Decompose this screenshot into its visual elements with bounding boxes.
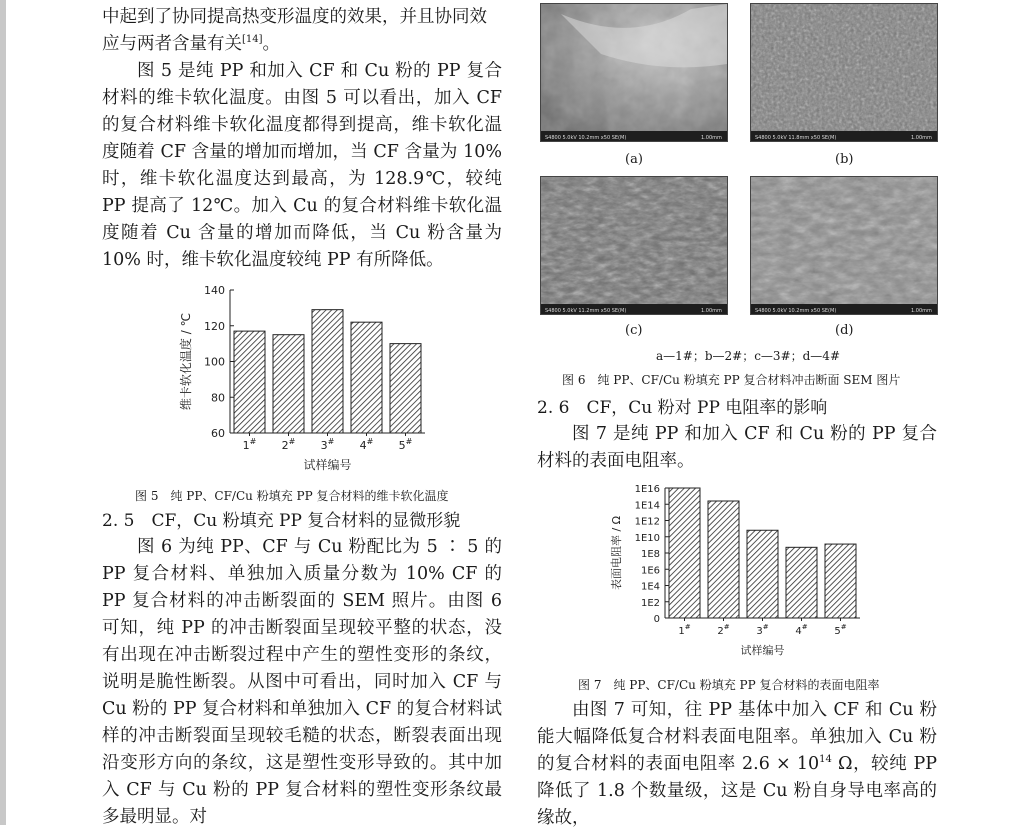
- x-tick-sup: #: [288, 437, 296, 446]
- sem-image-a: [540, 3, 728, 142]
- x-axis-label: 试样编号: [740, 644, 785, 657]
- y-tick-label: 1E8: [640, 549, 660, 560]
- x-axis-label: 试样编号: [303, 458, 352, 472]
- sem-scale-a: 1.00mm: [701, 135, 722, 141]
- bar: [273, 335, 304, 433]
- bar: [351, 322, 382, 433]
- page-left-edge: [0, 0, 6, 825]
- sem-texture-a: [541, 4, 727, 141]
- paragraph-3: 图 6 为纯 PP、CF 与 Cu 粉配比为 5 ∶ 5 的 PP 复合材料、单独加入质量分数为 10% CF 的 PP 复合材料的冲击断裂面的 SEM 照片。由图 6 可知，纯 PP 的冲击断裂面呈现较平整的状态，没有出现在冲击断裂过程中产生的塑性变形的条纹，说明是脆性断裂。从图中可看出，同时加入 CF 与 Cu 粉的 PP 复合材料和单独加入 CF 的复合材料试样的冲击断裂面呈现较毛糙的状态，断裂表面出现沿变形方向的条纹，这是塑性变形导致的。其中加入 CF 与 Cu 粉的 PP 复合材料的塑性变形条纹最多最明显。对: [102, 537, 502, 827]
- panel-label-b: (b): [835, 152, 854, 167]
- sem-texture-d: [751, 177, 937, 314]
- x-tick-sup: #: [405, 437, 413, 446]
- section-2-5-heading: 2. 5 CF，Cu 粉填充 PP 复合材料的显微形貌: [102, 511, 461, 531]
- x-tick-sup: #: [840, 623, 847, 631]
- paragraph-4: 图 7 是纯 PP 和加入 CF 和 Cu 粉的 PP 复合材料的表面电阻率。: [537, 424, 937, 471]
- x-tick-label: 2#: [281, 437, 296, 452]
- y-tick-label: 100: [204, 355, 225, 369]
- paragraph-5-part-a: 由图 7 可知，往 PP 基体中加入 CF 和 Cu 粉能大幅降低复合材料表面电阻率。单独加入 Cu 粉的复合材料的表面电阻率 2.6 × 10: [537, 700, 937, 774]
- x-tick-sup: #: [684, 623, 691, 631]
- y-tick-label: 120: [204, 319, 225, 333]
- y-tick-label: 60: [211, 427, 225, 440]
- x-tick-sup: #: [249, 437, 257, 446]
- sem-image-b: [750, 3, 938, 142]
- panel-label-d: (d): [835, 323, 854, 338]
- x-tick-sup: #: [366, 437, 374, 446]
- y-tick-label: 1E4: [640, 581, 660, 593]
- section-2-6-heading: 2. 6 CF，Cu 粉对 PP 电阻率的影响: [537, 398, 828, 418]
- figure-7-caption: 图 7 纯 PP、CF/Cu 粉填充 PP 复合材料的表面电阻率: [578, 678, 880, 692]
- y-tick-label: 1E2: [640, 597, 660, 609]
- paragraph-5-part-b: Ω，较纯 PP 降低了 1.8 个数量级，这是 Cu 粉自身导电率高的缘故，: [537, 754, 938, 828]
- sem-info-c: S4800 5.0kV 11.2mm x50 SE(M): [545, 308, 627, 314]
- y-axis-label: 表面电阻率 / Ω: [610, 515, 623, 591]
- paragraph-5-exponent: 14: [819, 754, 832, 766]
- paragraph-1-line-1: 中起到了协同提高热变形温度的效果，并且协同效: [102, 7, 487, 27]
- bar: [234, 331, 265, 433]
- y-axis-label: 维卡软化温度 / ℃: [179, 312, 193, 411]
- figure-6-legend: a—1#；b—2#；c—3#；d—4#: [656, 349, 840, 363]
- sem-scale-b: 1.00mm: [911, 135, 932, 141]
- paragraph-2: 图 5 是纯 PP 和加入 CF 和 Cu 粉的 PP 复合材料的维卡软化温度。由图 5 可以看出，加入 CF 的复合材料维卡软化温度都得到提高，维卡软化温度随着 CF 含量的增加而增加，当 CF 含量为 10% 时，维卡软化温度达到最高，为 128.9℃，较纯 PP 提高了 12℃。加入 Cu 的复合材料维卡软化温度随着 Cu 含量的增加而降低，当 Cu 粉含量为 10% 时，维卡软化温度较纯 PP 有所降低。: [102, 61, 502, 270]
- figure-5-chart: [178, 282, 438, 482]
- x-tick-sup: #: [723, 623, 730, 631]
- bar: [708, 501, 739, 618]
- y-tick-label: 140: [204, 284, 225, 297]
- y-tick-label: 0: [653, 614, 660, 625]
- bar: [390, 344, 421, 433]
- paragraph-1: [102, 4, 502, 58]
- x-tick-label: 5#: [398, 437, 413, 452]
- bar: [669, 488, 700, 618]
- y-tick-label: 1E16: [634, 484, 660, 495]
- left-column-lower: [102, 508, 502, 831]
- bar: [747, 530, 778, 618]
- x-tick-label: 1#: [242, 437, 257, 452]
- paragraph-1-line-2: 应与两者含量有关: [102, 34, 242, 54]
- right-column-text: [537, 395, 937, 475]
- sem-scale-d: 1.00mm: [911, 308, 932, 314]
- x-tick-label: 4#: [359, 437, 374, 452]
- panel-label-c: (c): [625, 323, 643, 338]
- x-tick-label: 1#: [678, 623, 691, 637]
- y-tick-label: 80: [211, 391, 225, 405]
- paragraph-5: [537, 697, 937, 832]
- x-tick-sup: #: [327, 437, 335, 446]
- x-tick-label: 3#: [320, 437, 335, 452]
- x-tick-label: 4#: [795, 623, 808, 637]
- bar: [825, 544, 856, 618]
- x-tick-label: 5#: [834, 623, 847, 637]
- y-tick-label: 1E10: [634, 532, 660, 544]
- bar: [786, 547, 817, 618]
- paragraph-1-end: 。: [262, 34, 281, 54]
- x-tick-sup: #: [801, 623, 808, 631]
- right-column-lower: [537, 697, 937, 832]
- bar: [312, 310, 343, 433]
- figure-5-caption: 图 5 纯 PP、CF/Cu 粉填充 PP 复合材料的维卡软化温度: [135, 489, 449, 503]
- sem-info-d: S4800 5.0kV 10.2mm x50 SE(M): [755, 308, 837, 314]
- figure-7-chart: [610, 477, 880, 672]
- figure-6-caption: 图 6 纯 PP、CF/Cu 粉填充 PP 复合材料冲击断面 SEM 图片: [562, 373, 901, 387]
- left-column: [102, 4, 502, 274]
- panel-label-a: (a): [625, 152, 643, 167]
- x-tick-label: 3#: [756, 623, 769, 637]
- y-tick-label: 1E14: [634, 500, 660, 512]
- sem-scale-c: 1.00mm: [701, 308, 722, 314]
- x-tick-sup: #: [762, 623, 769, 631]
- sem-texture-b: [751, 4, 937, 141]
- sem-info-a: S4800 5.0kV 10.2mm x50 SE(M): [545, 135, 627, 141]
- sem-image-c: [540, 176, 728, 315]
- sem-info-b: S4800 5.0kV 11.8mm x50 SE(M): [755, 135, 837, 141]
- citation-ref: [14]: [242, 34, 263, 46]
- x-tick-label: 2#: [717, 623, 730, 637]
- sem-texture-c: [541, 177, 727, 314]
- y-tick-label: 1E12: [634, 516, 660, 528]
- sem-image-d: [750, 176, 938, 315]
- y-tick-label: 1E6: [640, 565, 660, 577]
